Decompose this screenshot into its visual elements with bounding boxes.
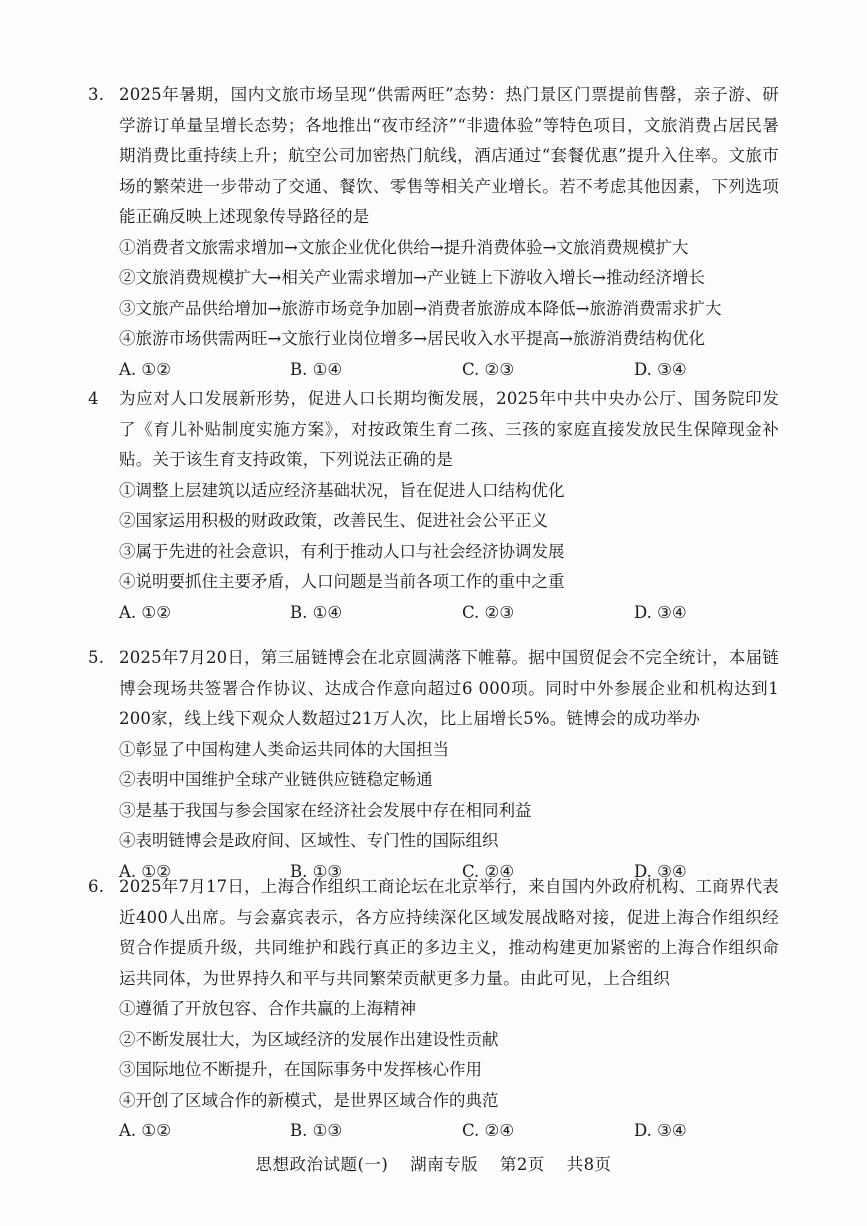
- question-4: [0, 384, 867, 628]
- question-number: 5.: [88, 648, 105, 667]
- choice-a: A. ①②: [119, 602, 171, 622]
- statement-4: ④说明要抓住主要矛盾，人口问题是当前各项工作的重中之重: [119, 572, 565, 591]
- statement-2: ②不断发展壮大，为区域经济的发展作出建设性贡献: [119, 1029, 499, 1049]
- question-stem: [88, 643, 779, 735]
- footer-edition: 湖南专版: [410, 1155, 479, 1174]
- question-number: 3.: [88, 85, 105, 104]
- answer-choices: [0, 598, 867, 629]
- choice-a: A. ①②: [119, 861, 171, 881]
- statement-3: ③属于先进的社会意识，有利于推动人口与社会经济协调发展: [119, 541, 565, 561]
- statement-1: ①消费者文旅需求增加→文旅企业优化供给→提升消费体验→文旅消费规模扩大: [119, 237, 689, 257]
- choice-d: D. ③④: [634, 861, 687, 881]
- choice-c: C. ②④: [462, 1121, 515, 1140]
- footer-subject: 思想政治试题(一): [255, 1155, 389, 1174]
- question-stem: [88, 872, 779, 994]
- statement-4: ④表明链博会是政府间、区域性、专门性的国际组织: [119, 831, 499, 850]
- question-number: 6.: [88, 877, 105, 896]
- choice-b: B. ①④: [290, 602, 343, 622]
- statement-2: ②文旅消费规模扩大→相关产业需求增加→产业链上下游收入增长→推动经济增长: [119, 268, 705, 287]
- question-text: 为应对人口发展新形势，促进人口长期均衡发展，2025年中共中央办公厅、国务院印发了《育儿补贴制度实施方案》，对按政策生育二孩、三孩的家庭直接发放民生保障现金补贴。关于该生育支持政策，下列说法正确的是: [119, 389, 779, 469]
- answer-choices: [0, 355, 867, 386]
- question-6: [0, 872, 867, 1147]
- statement-3: ③是基于我国与参会国家在经济社会发展中存在相同利益: [119, 800, 532, 820]
- choice-c: C. ②③: [462, 602, 515, 622]
- question-stem: [88, 384, 779, 476]
- question-5: [0, 643, 867, 887]
- statement-3: ③国际地位不断提升，在国际事务中发挥核心作用: [119, 1060, 482, 1079]
- page-footer: [0, 1151, 867, 1175]
- question-stem: [88, 80, 779, 233]
- answer-choices: [0, 1116, 867, 1147]
- choice-b: B. ①③: [290, 861, 343, 881]
- statement-1: ①遵循了开放包容、合作共赢的上海精神: [119, 999, 416, 1018]
- statement-1: ①调整上层建筑以适应经济基础状况，旨在促进人口结构优化: [119, 480, 565, 500]
- choice-b: B. ①③: [290, 1121, 343, 1140]
- footer-total-pages: 共8页: [566, 1155, 612, 1174]
- choice-a: A. ①②: [119, 359, 171, 379]
- question-text: 2025年暑期，国内文旅市场呈现“供需两旺”态势：热门景区门票提前售罄，亲子游、研学游订单量呈增长态势；各地推出“夜市经济”“非遗体验”等特色项目，文旅消费占居民暑期消费比重持续上升；航空公司加密热门航线，酒店通过“套餐优惠”提升入住率。文旅市场的繁荣进一步带动了交通、餐饮、零售等相关产业增长。若不考虑其他因素，下列选项能正确反映上述现象传导路径的是: [119, 85, 779, 226]
- statement-4: ④旅游市场供需两旺→文旅行业岗位增多→居民收入水平提高→旅游消费结构优化: [119, 329, 705, 348]
- question-text: 2025年7月20日，第三届链博会在北京圆满落下帷幕。据中国贸促会不完全统计，本届链博会现场共签署合作协议、达成合作意向超过6 000项。同时中外参展企业和机构达到1 200家，线上线下观众人数超过21万人次，比上届增长5%。链博会的成功举办: [119, 648, 779, 728]
- choice-a: A. ①②: [119, 1121, 171, 1140]
- statement-3: ③文旅产品供给增加→旅游市场竞争加剧→消费者旅游成本降低→旅游消费需求扩大: [119, 298, 722, 318]
- question-3: [0, 80, 867, 385]
- choice-d: D. ③④: [634, 359, 687, 379]
- statement-1: ①彰显了中国构建人类命运共同体的大国担当: [119, 739, 449, 759]
- choice-d: D. ③④: [634, 602, 687, 622]
- question-text: 2025年7月17日，上海合作组织工商论坛在北京举行，来自国内外政府机构、工商界代表近400人出席。与会嘉宾表示，各方应持续深化区域发展战略对接，促进上海合作组织经贸合作提质升级，共同维护和践行真正的多边主义，推动构建更加紧密的上海合作组织命运共同体，为世界持久和平与共同繁荣贡献更多力量。由此可见，上合组织: [119, 877, 779, 988]
- statement-4: ④开创了区域合作的新模式，是世界区域合作的典范: [119, 1090, 499, 1110]
- question-number: 4: [88, 389, 99, 408]
- statement-2: ②表明中国维护全球产业链供应链稳定畅通: [119, 770, 433, 789]
- choice-d: D. ③④: [634, 1121, 687, 1140]
- choice-b: B. ①④: [290, 359, 343, 379]
- choice-c: C. ②④: [462, 861, 515, 881]
- choice-c: C. ②③: [462, 359, 515, 379]
- footer-page-number: 第2页: [499, 1155, 545, 1174]
- statement-2: ②国家运用积极的财政政策，改善民生、促进社会公平正义: [119, 511, 548, 530]
